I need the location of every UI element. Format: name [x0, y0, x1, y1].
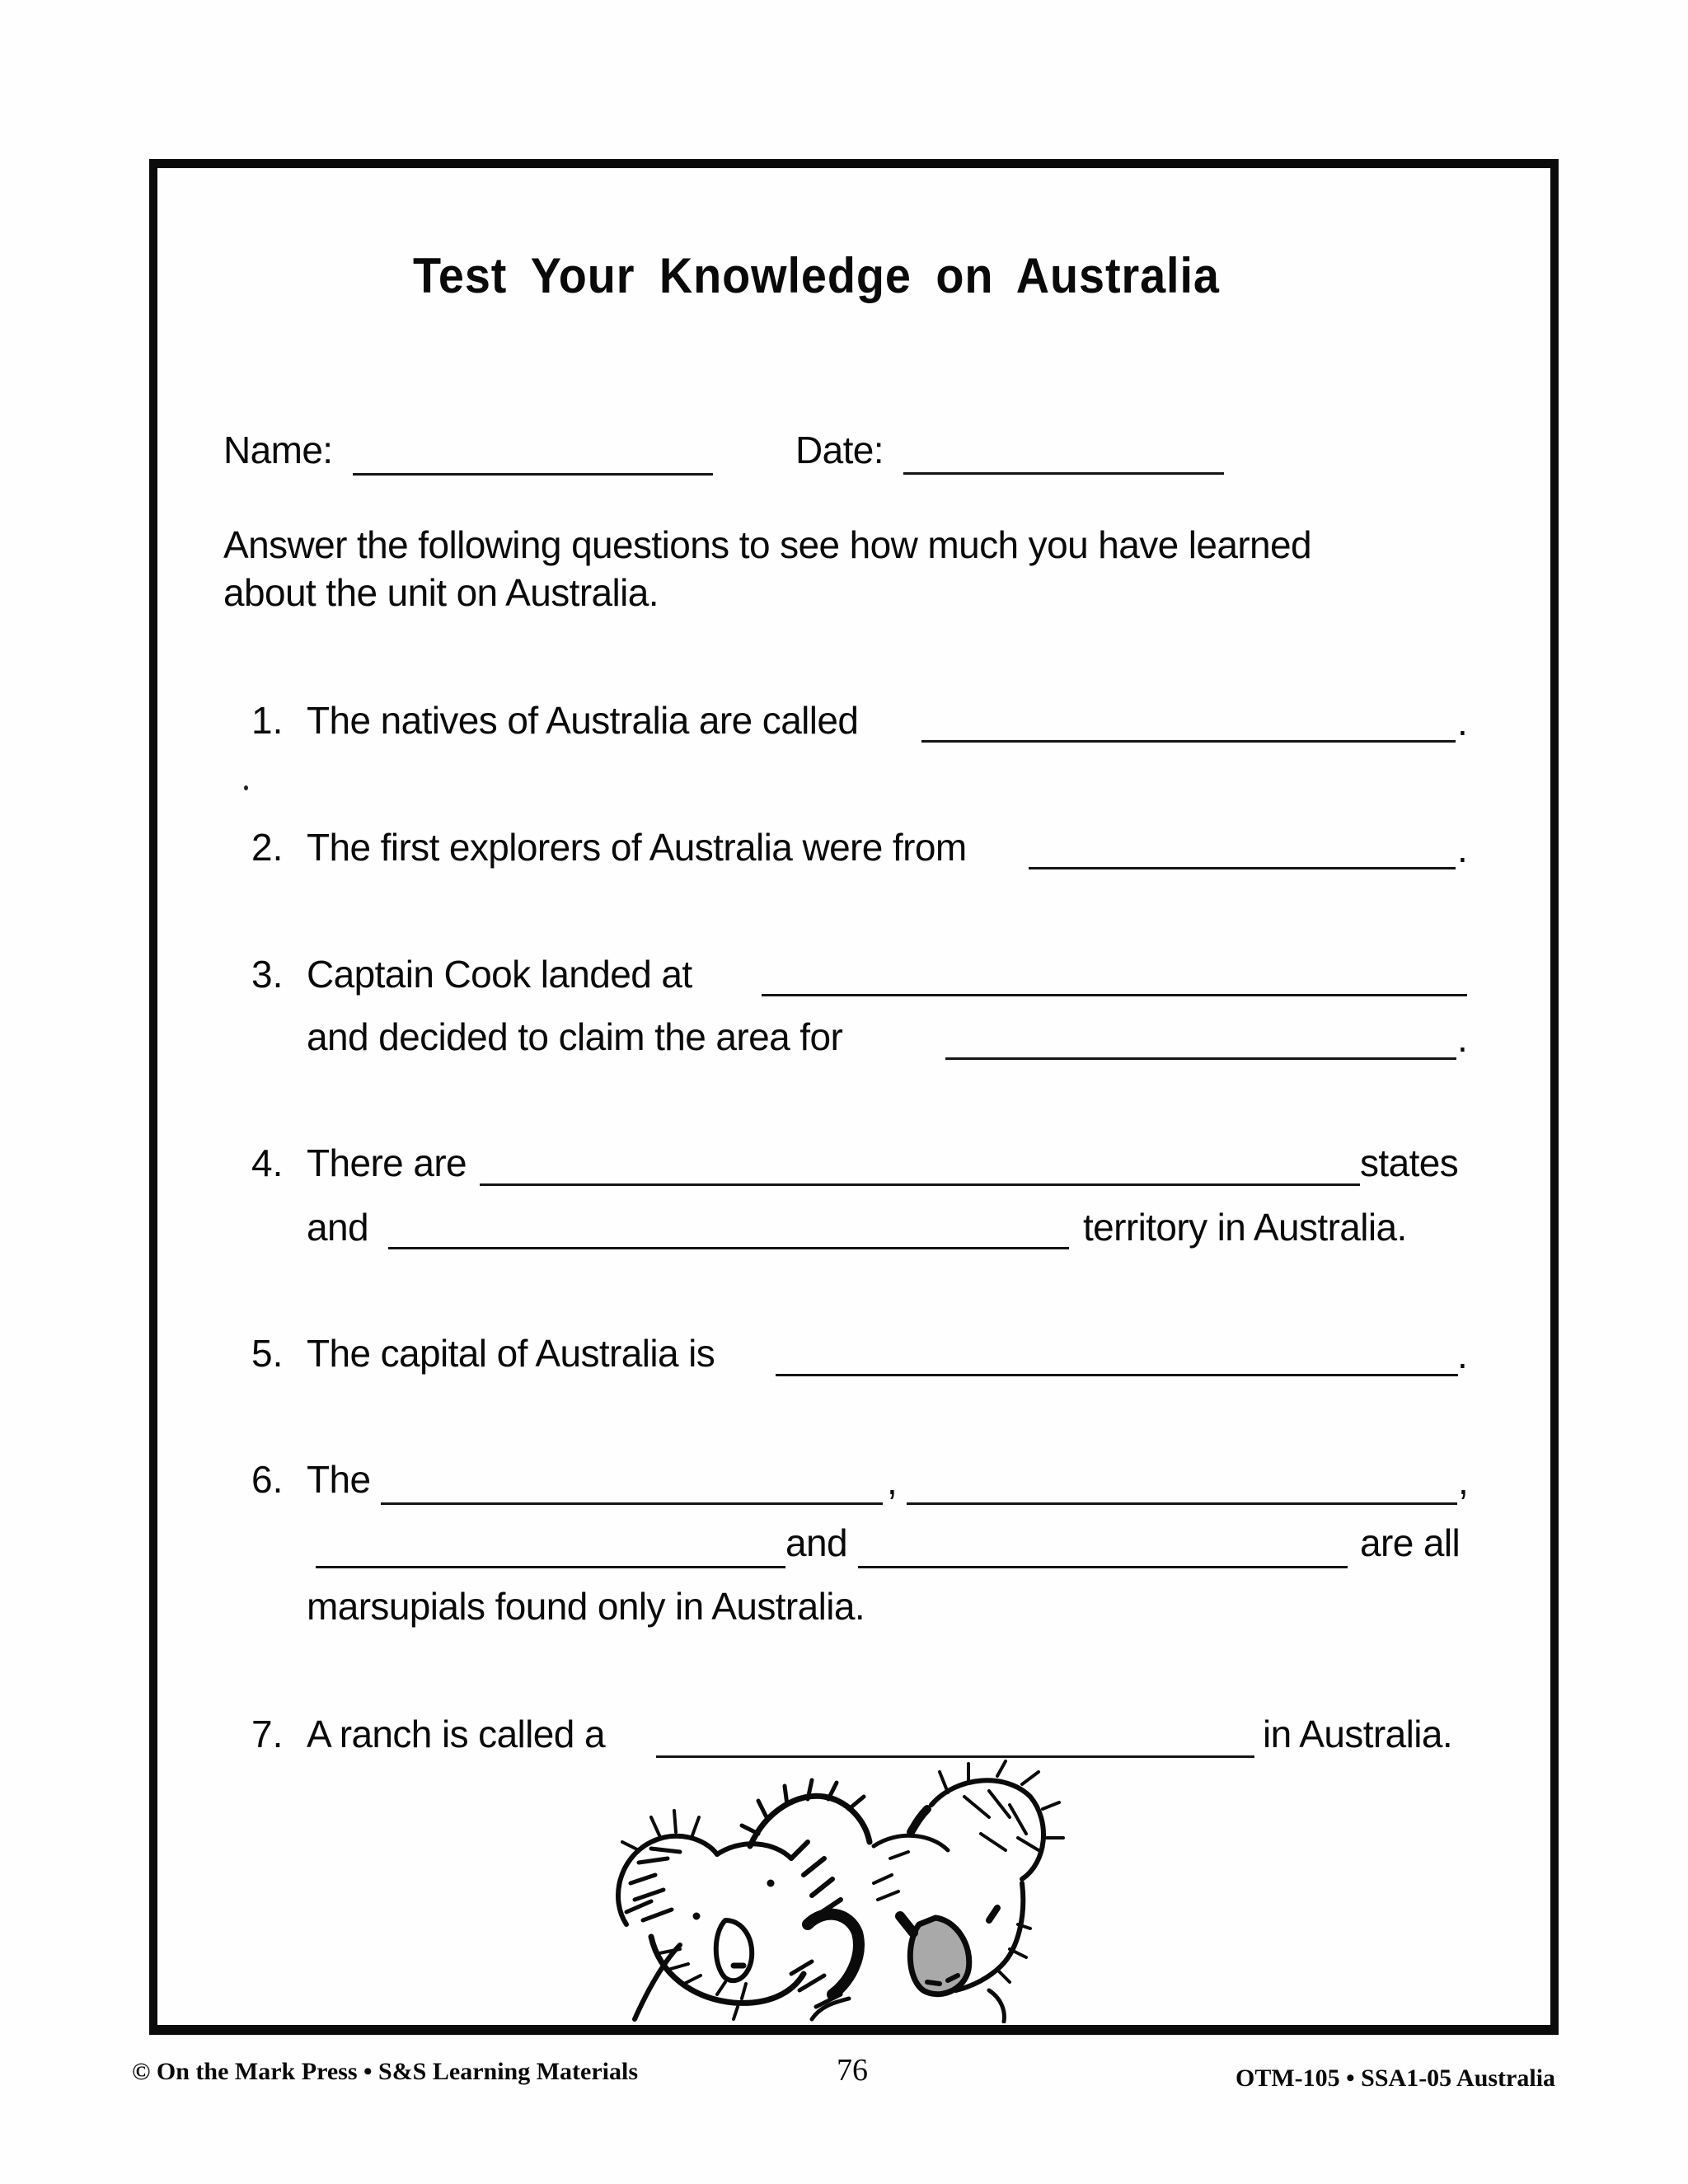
question-7-after-label: in Australia. — [1263, 1713, 1452, 1755]
question-3-location-blank[interactable] — [762, 994, 1467, 996]
question-6-comma-2: , — [1458, 1460, 1469, 1502]
question-1-answer-blank[interactable] — [921, 740, 1456, 743]
question-1-text: The natives of Australia are called — [307, 699, 859, 742]
question-6-animal-2-blank[interactable] — [907, 1502, 1457, 1505]
question-6-are-all-label: are all — [1360, 1521, 1461, 1564]
question-6-line3-text: marsupials found only in Australia. — [307, 1585, 865, 1628]
footer-publisher: © On the Mark Press • S&S Learning Materials — [132, 2058, 638, 2085]
question-3-number: 3. — [251, 953, 284, 996]
question-6-animal-1-blank[interactable] — [381, 1502, 883, 1505]
scan-speck — [244, 785, 248, 790]
question-4-number: 4. — [251, 1141, 284, 1184]
question-5-text: The capital of Australia is — [307, 1332, 715, 1375]
footer-page-number: 76 — [837, 2053, 868, 2088]
question-7-number: 7. — [251, 1713, 284, 1755]
question-7-text: A ranch is called a — [307, 1713, 605, 1755]
question-6-comma-1: , — [887, 1460, 898, 1502]
question-5-number: 5. — [251, 1332, 284, 1375]
question-1-period: . — [1457, 701, 1468, 743]
question-3-country-blank[interactable] — [945, 1057, 1456, 1060]
instructions-line-1: Answer the following questions to see how much you have learned — [223, 523, 1312, 566]
date-label: Date: — [795, 429, 884, 471]
name-field[interactable] — [353, 473, 713, 476]
instructions-line-2: about the unit on Australia. — [223, 571, 659, 614]
question-4-states-blank[interactable] — [480, 1183, 1360, 1186]
question-6-animal-3-blank[interactable] — [316, 1566, 785, 1568]
question-2-answer-blank[interactable] — [1029, 867, 1456, 869]
question-3-line2-text: and decided to claim the area for — [307, 1015, 843, 1058]
question-1-number: 1. — [251, 699, 284, 742]
question-6-number: 6. — [251, 1458, 284, 1501]
question-3-text: Captain Cook landed at — [307, 953, 692, 996]
koala-illustration-icon — [602, 1760, 1088, 2023]
footer-product-code: OTM-105 • SSA1-05 Australia — [1236, 2064, 1556, 2092]
question-6-animal-4-blank[interactable] — [858, 1566, 1348, 1568]
question-5-answer-blank[interactable] — [776, 1374, 1458, 1376]
name-label: Name: — [223, 429, 333, 471]
question-2-period: . — [1457, 827, 1468, 870]
question-4-territory-label: territory in Australia. — [1083, 1206, 1407, 1249]
question-7-answer-blank[interactable] — [656, 1755, 1254, 1758]
question-5-period: . — [1457, 1333, 1468, 1376]
date-field[interactable] — [903, 472, 1224, 475]
question-2-text: The first explorers of Australia were from — [307, 826, 967, 869]
question-4-line2-text: and — [307, 1206, 368, 1249]
question-6-and-label: and — [785, 1521, 847, 1564]
question-6-text: The — [307, 1458, 371, 1501]
question-2-number: 2. — [251, 826, 284, 869]
question-4-territory-blank[interactable] — [388, 1247, 1069, 1249]
question-4-text: There are — [307, 1141, 467, 1184]
question-3-period: . — [1457, 1017, 1468, 1060]
question-4-states-label: states — [1360, 1141, 1459, 1184]
page-title: Test Your Knowledge on Australia — [413, 248, 1220, 303]
